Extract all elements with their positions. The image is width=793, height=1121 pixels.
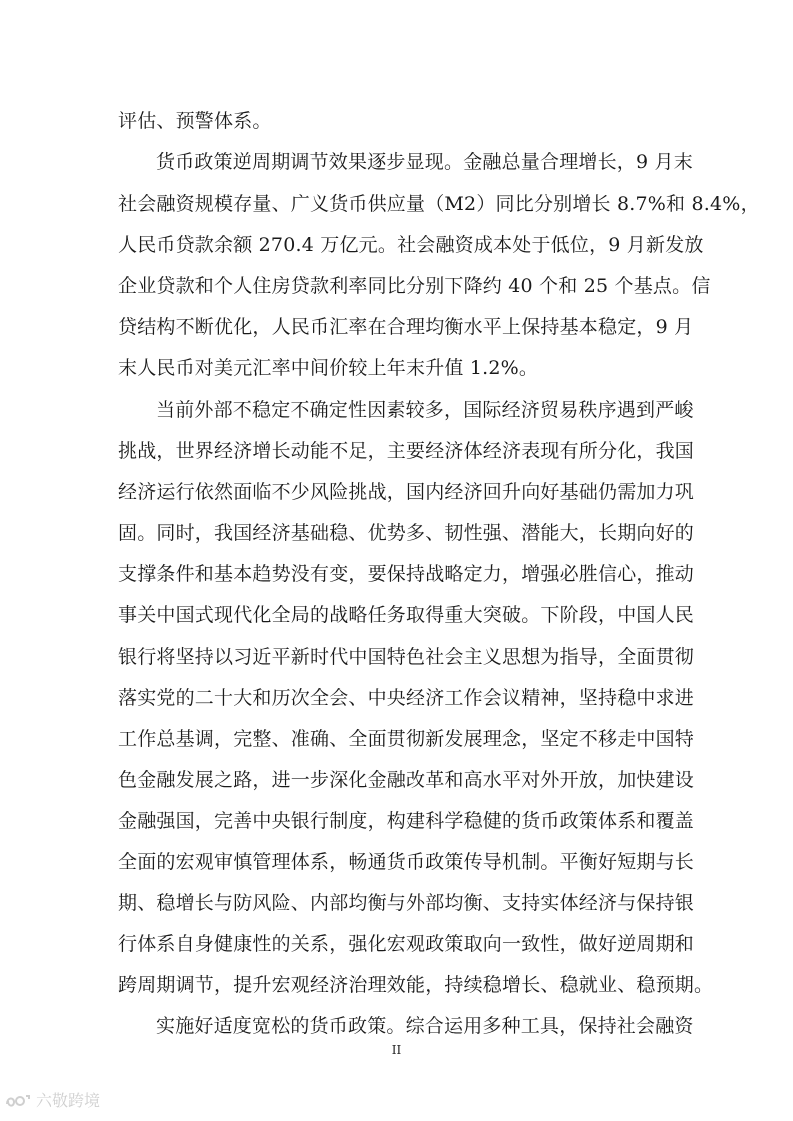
paragraph-line: 固。同时，我国经济基础稳、优势多、韧性强、潜能大，长期向好的 [118,522,695,544]
paragraph-line: 期、稳增长与防风险、内部均衡与外部均衡、支持实体经济与保持银 [118,892,695,914]
paragraph-line: 实施好适度宽松的货币政策。综合运用多种工具，保持社会融资 [156,1015,694,1037]
page-number: II [391,1043,402,1057]
paragraph-line: 跨周期调节，提升宏观经济治理效能，持续稳增长、稳就业、稳预期。 [118,974,714,996]
paragraph-line: 评估、预警体系。 [118,110,272,132]
paragraph-line: 行体系自身健康性的关系，强化宏观政策取向一致性，做好逆周期和 [118,933,695,955]
paragraph-line: 落实党的二十大和历次全会、中央经济工作会议精神，坚持稳中求进 [118,687,695,709]
paragraph-line: 挑战，世界经济增长动能不足，主要经济体经济表现有所分化，我国 [118,440,695,462]
paragraph-line: 货币政策逆周期调节效果逐步显现。金融总量合理增长，9 月末 [156,151,693,173]
paragraph-line: 金融强国，完善中央银行制度，构建科学稳健的货币政策体系和覆盖 [118,810,695,832]
watermark [4,1091,100,1111]
paragraph-line: 事关中国式现代化全局的战略任务取得重大突破。下阶段，中国人民 [118,604,695,626]
paragraph-line: 支撑条件和基本趋势没有变，要保持战略定力，增强必胜信心，推动 [118,563,695,585]
paragraph-line: 全面的宏观审慎管理体系，畅通货币政策传导机制。平衡好短期与长 [118,851,695,873]
paragraph-line: 贷结构不断优化，人民币汇率在合理均衡水平上保持基本稳定，9 月 [118,316,694,338]
paragraph-line: 经济运行依然面临不少风险挑战，国内经济回升向好基础仍需加力巩 [118,481,695,503]
paragraph-line: 银行将坚持以习近平新时代中国特色社会主义思想为指导，全面贯彻 [118,646,695,668]
paragraph-line: 当前外部不稳定不确定性因素较多，国际经济贸易秩序遇到严峻 [156,399,694,421]
paragraph-line: 色金融发展之路，进一步深化金融改革和高水平对外开放，加快建设 [118,769,695,791]
watermark-text: 六敬跨境 [36,1091,101,1110]
paragraph-line: 人民币贷款余额 270.4 万亿元。社会融资成本处于低位，9 月新发放 [118,234,704,256]
paragraph-line: 工作总基调，完整、准确、全面贯彻新发展理念，坚定不移走中国特 [118,728,695,750]
watermark-logo-icon [4,1092,32,1110]
paragraph-line: 社会融资规模存量、广义货币供应量（M2）同比分别增长 8.7%和 8.4%， [118,193,760,215]
paragraph-line: 企业贷款和个人住房贷款利率同比分别下降约 40 个和 25 个基点。信 [118,275,711,297]
paragraph-line: 末人民币对美元汇率中间价较上年末升值 1.2%。 [118,357,539,379]
